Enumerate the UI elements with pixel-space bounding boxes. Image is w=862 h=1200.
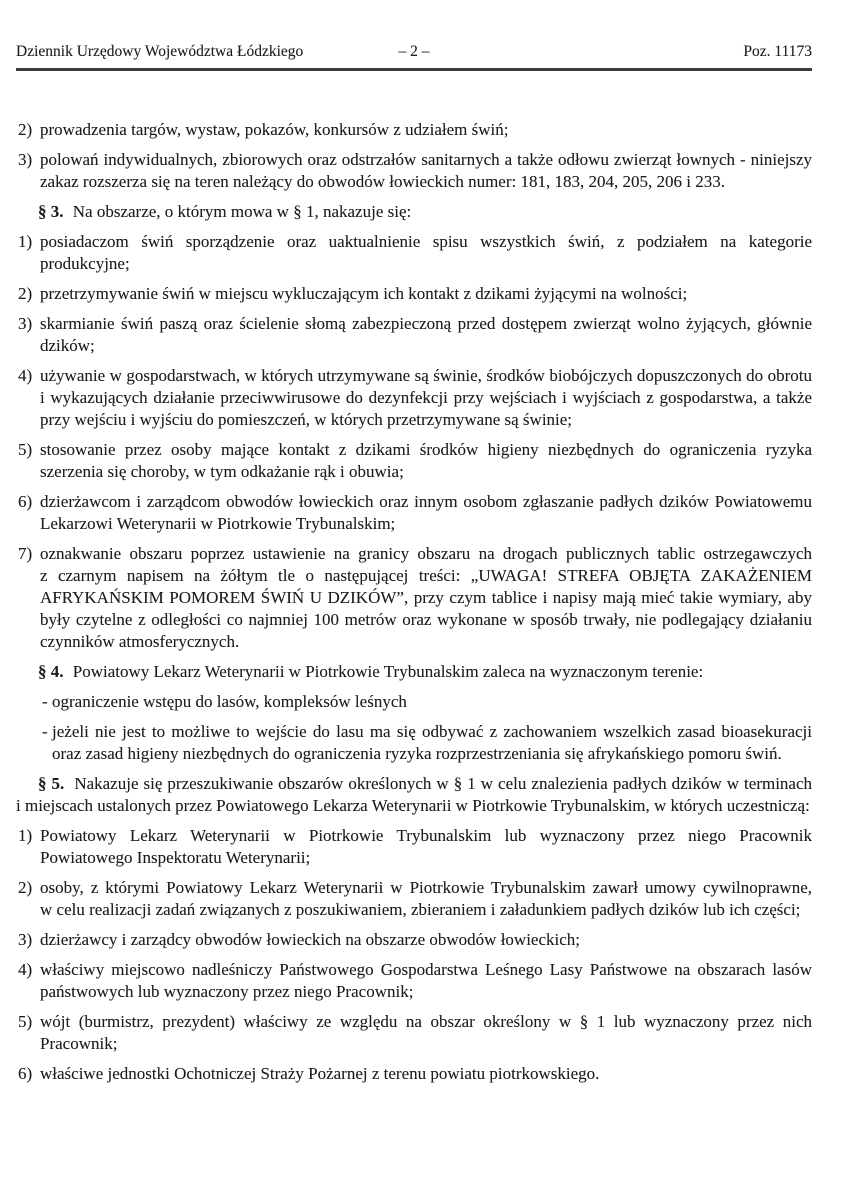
list-item-marker: 7)	[18, 544, 33, 563]
list-item-text: stosowanie przez osoby mające kontakt z dzikami środków higieny niezbędnych do ograniczenia ryzyka szerzenia się choroby, w tym odkażanie rąk i obuwia;	[40, 440, 812, 481]
journal-title: Dziennik Urzędowy Województwa Łódzkiego	[16, 43, 304, 60]
list-item-marker: 1)	[18, 826, 33, 845]
section-text: Na obszarze, o którym mowa w § 1, nakazuje się:	[72, 202, 412, 221]
list-item	[16, 491, 812, 535]
page-number: – 2 –	[398, 43, 430, 60]
list-item-marker: 2)	[18, 120, 33, 139]
section-paragraph	[16, 773, 812, 817]
list-item-text: skarmianie świń paszą oraz ścielenie słomą zabezpieczoną przed dostępem zwierząt wolno żyjących, głównie dzików;	[40, 314, 812, 355]
list-item-marker: 3)	[18, 150, 33, 169]
section-paragraph	[16, 201, 812, 223]
list-item-marker: 2)	[18, 284, 33, 303]
list-item-text: właściwy miejscowo nadleśniczy Państwowego Gospodarstwa Leśnego Lasy Państwowe na obszarach lasów państwowych lub wyznaczony przez niego Pracownik;	[40, 960, 812, 1001]
list-item-text: prowadzenia targów, wystaw, pokazów, konkursów z udziałem świń;	[40, 120, 509, 139]
section-text: Nakazuje się przeszukiwanie obszarów określonych w § 1 w celu znalezienia padłych dzików w terminach i miejscach ustalonych przez Powiatowego Lekarza Weterynarii w Piotrkowie Trybunalskim, w których uczestniczą:	[16, 774, 813, 815]
list-item-marker: 1)	[18, 232, 33, 251]
list-item-text: posiadaczom świń sporządzenie oraz uaktualnienie spisu wszystkich świń, z podziałem na kategorie produkcyjne;	[40, 232, 812, 273]
dash-marker: -	[42, 722, 48, 741]
list-item-text: osoby, z którymi Powiatowy Lekarz Weterynarii w Piotrkowie Trybunalskim zawarł umowy cywilnoprawne, w celu realizacji zadań związanych z poszukiwaniem, zbieraniem i załadunkiem padłych dzików lub ich części;	[40, 878, 812, 919]
dash-item-text: ograniczenie wstępu do lasów, kompleksów leśnych	[52, 692, 407, 711]
list-item	[16, 313, 812, 357]
list-item	[16, 231, 812, 275]
document-body	[16, 71, 812, 1085]
position-number: Poz. 11173	[743, 43, 812, 60]
list-item	[16, 283, 812, 305]
list-item-text: przetrzymywanie świń w miejscu wykluczającym ich kontakt z dzikami żyjącymi na wolności;	[40, 284, 688, 303]
list-item-marker: 4)	[18, 366, 33, 385]
list-item	[16, 825, 812, 869]
list-item	[16, 365, 812, 431]
list-item	[16, 543, 812, 653]
page-header	[16, 0, 812, 71]
section-marker: § 3.	[38, 202, 64, 221]
dash-item	[16, 721, 812, 765]
list-item	[16, 149, 812, 193]
section-text: Powiatowy Lekarz Weterynarii w Piotrkowie Trybunalskim zaleca na wyznaczonym terenie:	[72, 662, 704, 681]
list-item-marker: 2)	[18, 878, 33, 897]
list-item-marker: 3)	[18, 930, 33, 949]
list-item-text: używanie w gospodarstwach, w których utrzymywane są świnie, środków biobójczych dopuszczonych do obrotu i wykazujących działanie przeciwwirusowe do dezynfekcji przy wejściach i wyjściach z gospodarstwa, a także przy wejściu i wyjściu do pomieszczeń, w których przetrzymywane są świnie;	[40, 366, 812, 429]
list-item-marker: 5)	[18, 440, 33, 459]
list-item	[16, 1011, 812, 1055]
list-item-text: polowań indywidualnych, zbiorowych oraz odstrzałów sanitarnych a także odłowu zwierząt łownych - niniejszy zakaz rozszerza się na teren należący do obwodów łowieckich numer: 181, 183, 204, 205, 206 i 233.	[40, 150, 812, 191]
list-item-marker: 5)	[18, 1012, 33, 1031]
dash-marker: -	[42, 692, 48, 711]
list-item-marker: 3)	[18, 314, 33, 333]
section-paragraph	[16, 661, 812, 683]
list-item-text: dzierżawcy i zarządcy obwodów łowieckich na obszarze obwodów łowieckich;	[40, 930, 580, 949]
list-item-text: Powiatowy Lekarz Weterynarii w Piotrkowie Trybunalskim lub wyznaczony przez niego Pracownik Powiatowego Inspektoratu Weterynarii;	[40, 826, 812, 867]
dash-item-text: jeżeli nie jest to możliwe to wejście do lasu ma się odbywać z zachowaniem wszelkich zasad bioasekuracji oraz zasad higieny niezbędnych do ograniczenia ryzyka rozprzestrzeniania się afrykańskiego pomoru świń.	[52, 722, 812, 763]
list-item	[16, 959, 812, 1003]
list-item-marker: 6)	[18, 1064, 33, 1083]
list-item	[16, 1063, 812, 1085]
list-item	[16, 877, 812, 921]
list-item-text: oznakwanie obszaru poprzez ustawienie na granicy obszaru na drogach publicznych tablic ostrzegawczych z czarnym napisem na żółtym tle o następującej treści: „UWAGA! STREFA OBJĘTA ZAKAŻENIEM AFRYKAŃSKIM POMOREM ŚWIŃ U DZIKÓW”, przy czym tablice i napisy mają mieć takie wymiary, aby były czytelne z odległości co najmniej 100 metrów oraz wykonane w sposób trwały, nie podlegający działaniu czynników atmosferycznych.	[40, 544, 812, 651]
list-item-text: właściwe jednostki Ochotniczej Straży Pożarnej z terenu powiatu piotrkowskiego.	[40, 1064, 600, 1083]
list-item	[16, 119, 812, 141]
list-item-text: wójt (burmistrz, prezydent) właściwy ze względu na obszar określony w § 1 lub wyznaczony przez nich Pracownik;	[40, 1012, 812, 1053]
dash-item	[16, 691, 812, 713]
list-item	[16, 439, 812, 483]
list-item-marker: 6)	[18, 492, 33, 511]
list-item-marker: 4)	[18, 960, 33, 979]
list-item	[16, 929, 812, 951]
section-marker: § 4.	[38, 662, 64, 681]
section-marker: § 5.	[38, 774, 65, 793]
list-item-text: dzierżawcom i zarządcom obwodów łowieckich oraz innym osobom zgłaszanie padłych dzików Powiatowemu Lekarzowi Weterynarii w Piotrkowie Trybunalskim;	[40, 492, 812, 533]
